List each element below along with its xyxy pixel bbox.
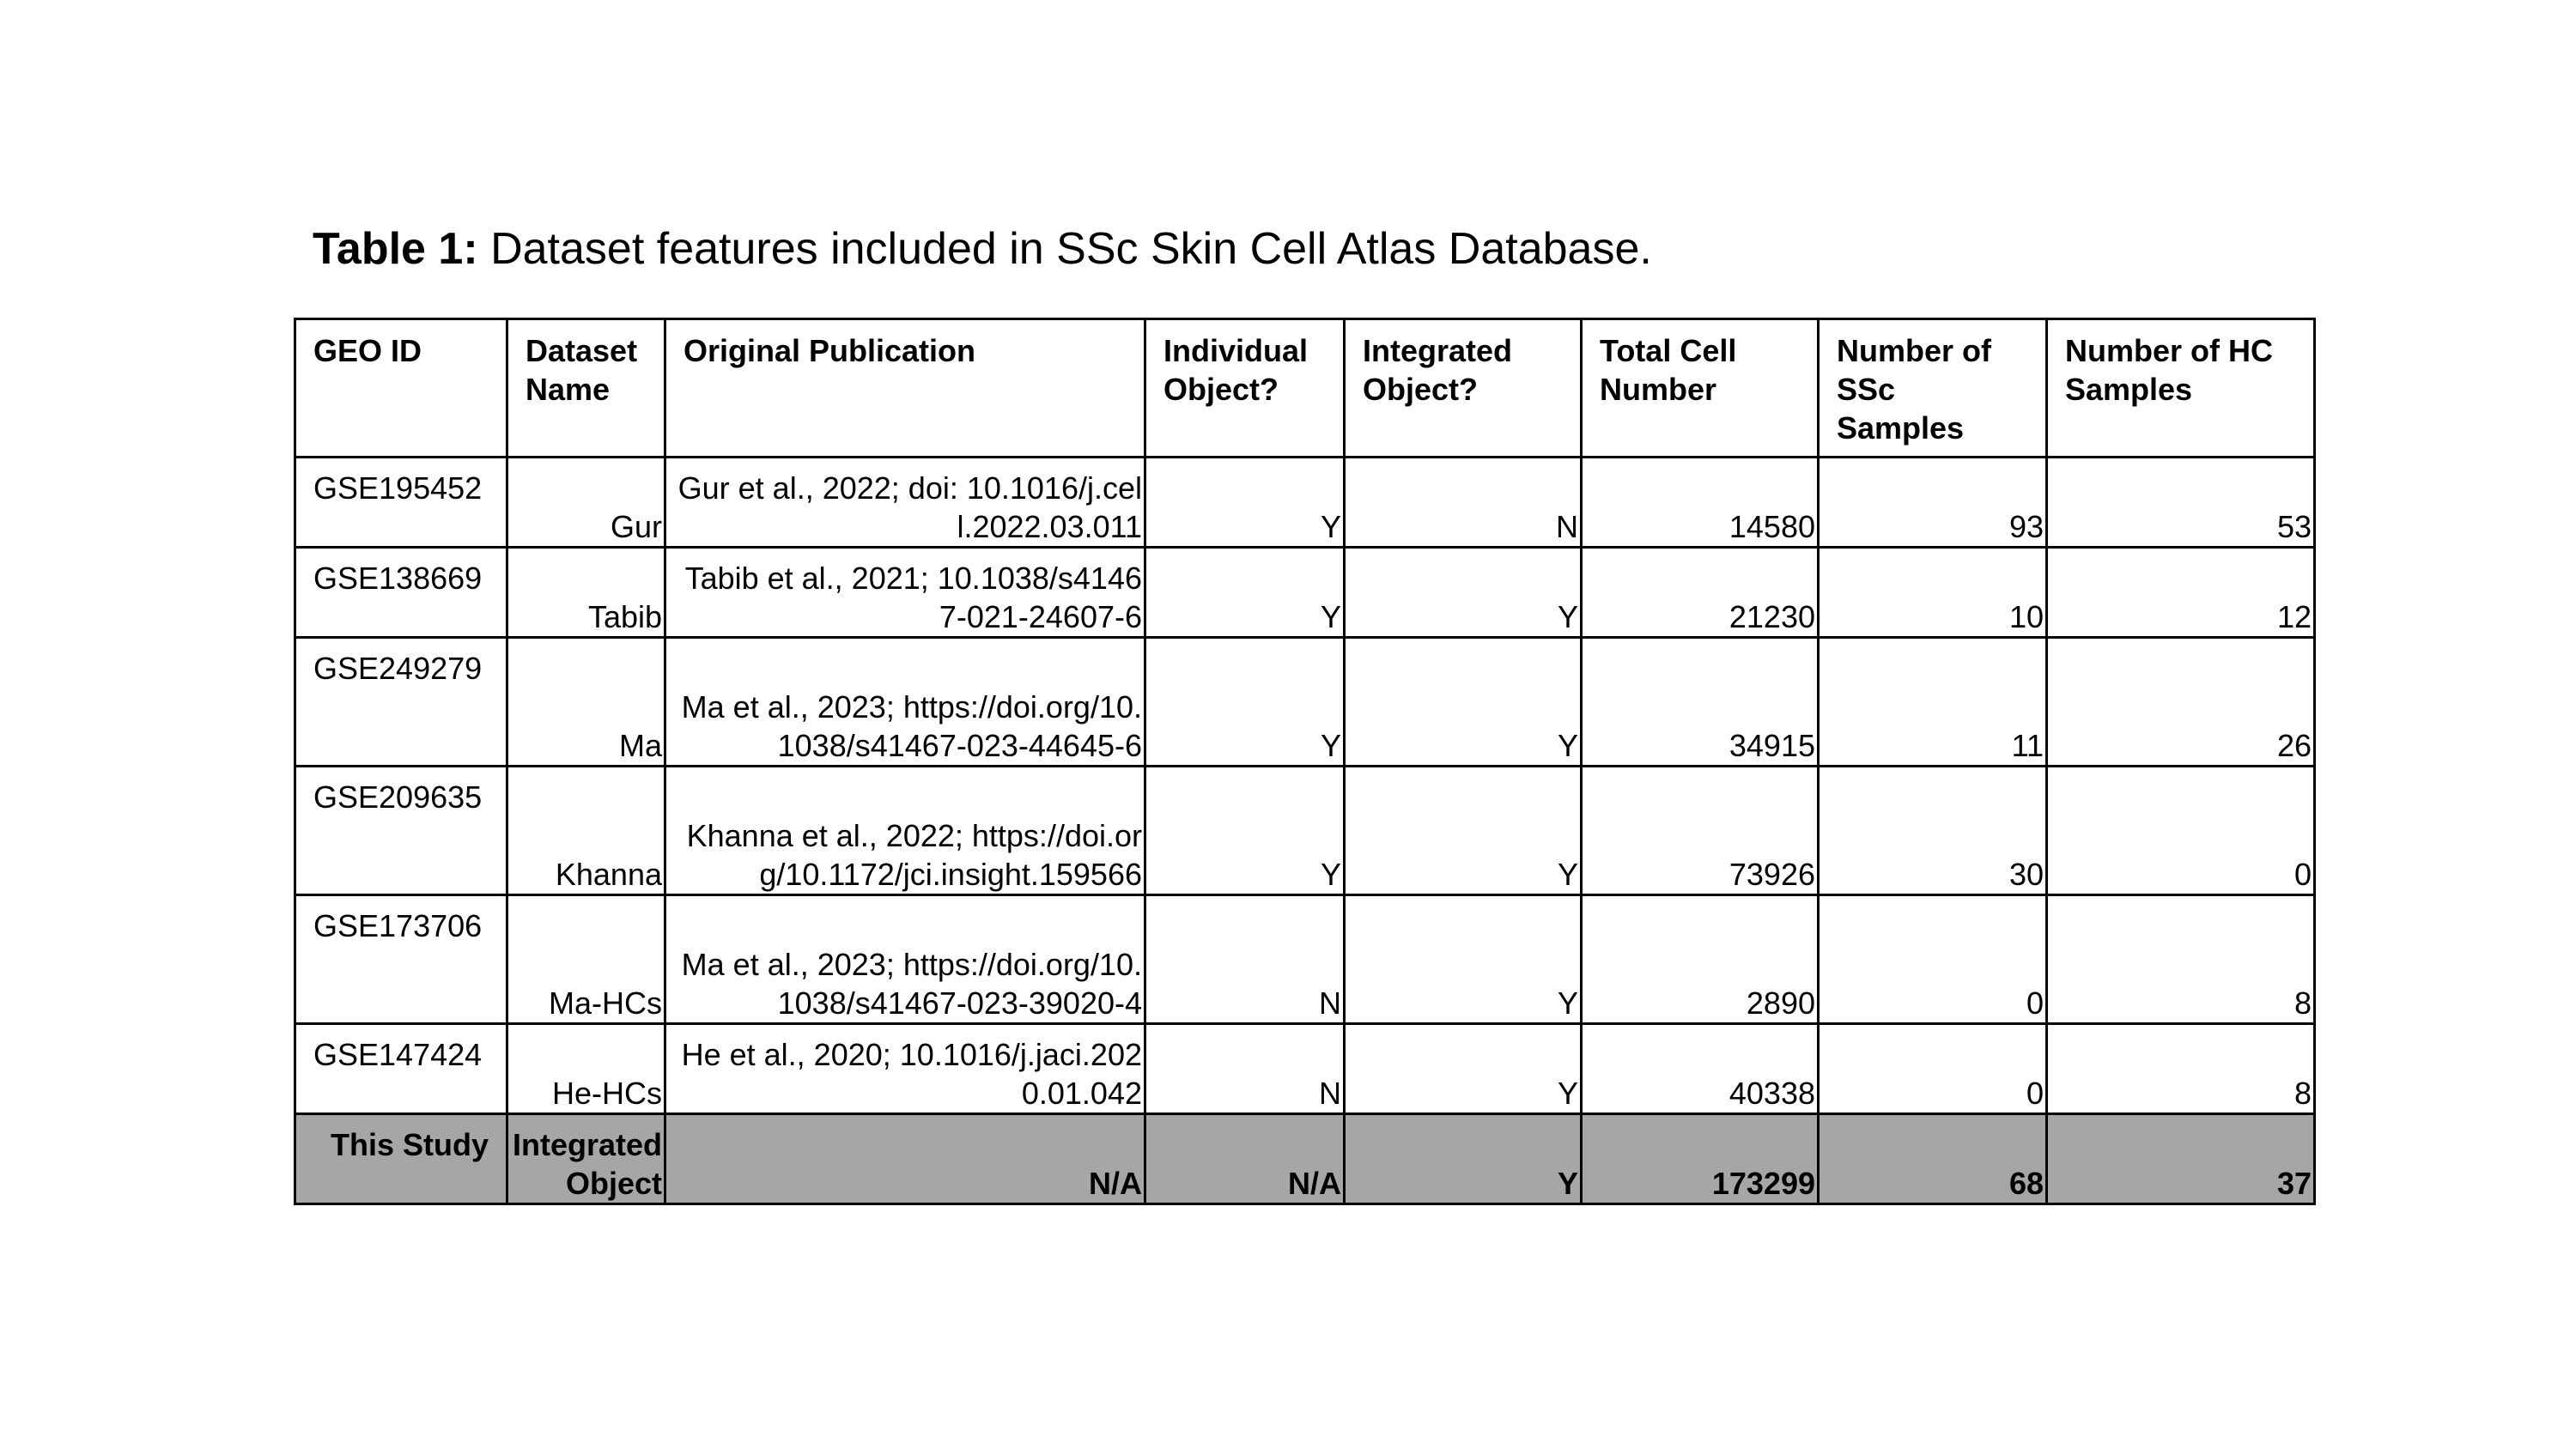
cell-dataset-name: Tabib	[507, 548, 665, 638]
cell-individual-object: N	[1145, 895, 1345, 1024]
total-ssc-samples: 68	[1819, 1114, 2047, 1204]
cell-ssc-samples: 0	[1819, 895, 2047, 1024]
header-number-of-hc-samples: Number of HC Samples	[2047, 319, 2315, 458]
table-row	[295, 895, 2315, 1024]
cell-integrated-object: Y	[1345, 638, 1582, 767]
total-cell-number: 173299	[1582, 1114, 1819, 1204]
cell-total-cell-number: 14580	[1582, 458, 1819, 548]
table-total-row	[295, 1114, 2315, 1204]
cell-total-cell-number: 21230	[1582, 548, 1819, 638]
table-caption	[313, 219, 1652, 279]
cell-geo-id: GSE209635	[295, 767, 507, 895]
table-row	[295, 638, 2315, 767]
cell-geo-id: GSE147424	[295, 1024, 507, 1114]
cell-integrated-object: Y	[1345, 1024, 1582, 1114]
table-row	[295, 548, 2315, 638]
cell-total-cell-number: 73926	[1582, 767, 1819, 895]
dataset-features-table	[294, 318, 2316, 1205]
header-total-cell-number: Total Cell Number	[1582, 319, 1819, 458]
cell-geo-id: GSE138669	[295, 548, 507, 638]
cell-total-cell-number: 40338	[1582, 1024, 1819, 1114]
cell-hc-samples: 12	[2047, 548, 2315, 638]
cell-total-cell-number: 2890	[1582, 895, 1819, 1024]
table-row	[295, 1024, 2315, 1114]
total-geo-id: This Study	[295, 1114, 507, 1204]
cell-ssc-samples: 10	[1819, 548, 2047, 638]
cell-publication: Tabib et al., 2021; 10.1038/s41467-021-24607-6	[665, 548, 1145, 638]
header-number-of-ssc-samples: Number of SSc Samples	[1819, 319, 2047, 458]
cell-hc-samples: 26	[2047, 638, 2315, 767]
header-dataset-name: Dataset Name	[507, 319, 665, 458]
header-individual-object: Individual Object?	[1145, 319, 1345, 458]
cell-dataset-name: He-HCs	[507, 1024, 665, 1114]
cell-hc-samples: 53	[2047, 458, 2315, 548]
total-hc-samples: 37	[2047, 1114, 2315, 1204]
cell-total-cell-number: 34915	[1582, 638, 1819, 767]
table-row	[295, 767, 2315, 895]
cell-ssc-samples: 0	[1819, 1024, 2047, 1114]
cell-integrated-object: Y	[1345, 548, 1582, 638]
cell-dataset-name: Gur	[507, 458, 665, 548]
total-integrated-object: Y	[1345, 1114, 1582, 1204]
cell-geo-id: GSE195452	[295, 458, 507, 548]
cell-hc-samples: 0	[2047, 767, 2315, 895]
cell-individual-object: N	[1145, 1024, 1345, 1114]
cell-hc-samples: 8	[2047, 1024, 2315, 1114]
cell-dataset-name: Khanna	[507, 767, 665, 895]
header-geo-id: GEO ID	[295, 319, 507, 458]
cell-geo-id: GSE173706	[295, 895, 507, 1024]
cell-publication: Gur et al., 2022; doi: 10.1016/j.cell.2022.03.011	[665, 458, 1145, 548]
cell-individual-object: Y	[1145, 548, 1345, 638]
cell-hc-samples: 8	[2047, 895, 2315, 1024]
cell-ssc-samples: 93	[1819, 458, 2047, 548]
cell-dataset-name: Ma-HCs	[507, 895, 665, 1024]
cell-integrated-object: N	[1345, 458, 1582, 548]
caption-label: Table 1:	[313, 224, 478, 274]
cell-dataset-name: Ma	[507, 638, 665, 767]
total-individual-object: N/A	[1145, 1114, 1345, 1204]
total-dataset-name: Integrated Object	[507, 1114, 665, 1204]
table-row	[295, 458, 2315, 548]
table-header-row	[295, 319, 2315, 458]
cell-individual-object: Y	[1145, 458, 1345, 548]
cell-publication: Ma et al., 2023; https://doi.org/10.1038/s41467-023-39020-4	[665, 895, 1145, 1024]
cell-individual-object: Y	[1145, 767, 1345, 895]
cell-publication: Khanna et al., 2022; https://doi.org/10.1172/jci.insight.159566	[665, 767, 1145, 895]
cell-publication: Ma et al., 2023; https://doi.org/10.1038/s41467-023-44645-6	[665, 638, 1145, 767]
caption-text: Dataset features included in SSc Skin Cell Atlas Database.	[477, 224, 1652, 274]
cell-geo-id: GSE249279	[295, 638, 507, 767]
cell-ssc-samples: 30	[1819, 767, 2047, 895]
cell-ssc-samples: 11	[1819, 638, 2047, 767]
header-original-publication: Original Publication	[665, 319, 1145, 458]
cell-integrated-object: Y	[1345, 767, 1582, 895]
total-publication: N/A	[665, 1114, 1145, 1204]
cell-publication: He et al., 2020; 10.1016/j.jaci.2020.01.042	[665, 1024, 1145, 1114]
cell-integrated-object: Y	[1345, 895, 1582, 1024]
cell-individual-object: Y	[1145, 638, 1345, 767]
header-integrated-object: Integrated Object?	[1345, 319, 1582, 458]
